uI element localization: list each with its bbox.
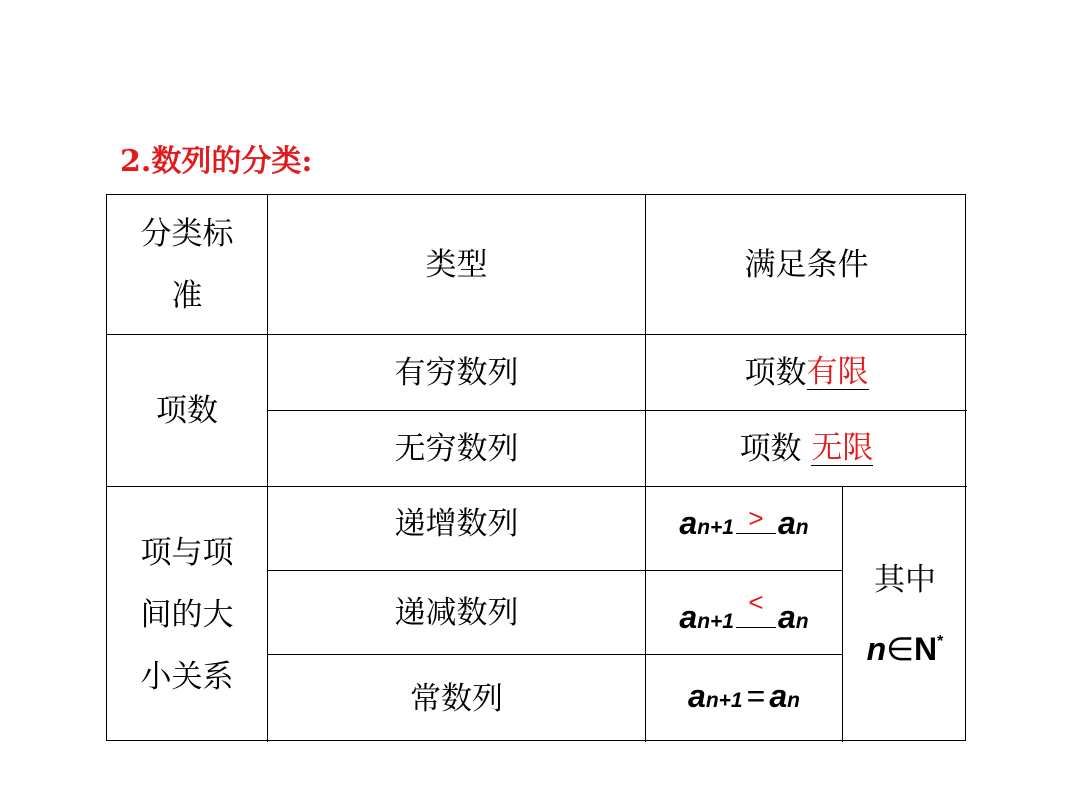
formula-rhs-subscript: n [795,516,809,539]
type-decreasing: 递减数列 [268,571,646,655]
condition-finite-prefix: 项数 [744,354,807,391]
natural-numbers-symbol: N [914,631,938,667]
formula-decreasing [679,587,809,642]
header-criterion-line-1: 分类标 [140,215,234,252]
type-finite: 有穷数列 [268,335,646,411]
header-type: 类型 [268,195,646,335]
section-heading: 2.数列的分类: [120,144,313,179]
answer-blank-decreasing [736,587,776,628]
formula-lhs-subscript: n+1 [697,610,734,633]
classification-table [106,194,966,741]
note-set-membership [867,611,944,680]
note-variable: n [866,631,887,667]
formula-lhs-subscript: n+1 [697,516,734,539]
formula-lhs: a [679,505,698,541]
condition-infinite-prefix: 项数 [739,430,812,467]
formula-rhs: a [769,678,788,714]
condition-increasing [646,487,843,571]
formula-increasing [679,503,808,548]
relation-label-line-2: 间的大 [140,596,234,633]
formula-constant [688,676,800,721]
formula-rhs-subscript: n [787,689,800,712]
equals-sign: = [746,678,766,714]
note-text: 其中 [873,562,936,598]
type-constant: 常数列 [268,655,646,742]
answer-less: < [748,587,764,617]
formula-rhs: a [777,599,796,635]
element-of-symbol: ∈ [886,631,915,667]
condition-infinite [646,411,967,487]
answer-finite: 有限 [806,354,869,390]
type-infinite: 无穷数列 [268,411,646,487]
type-increasing: 递增数列 [268,487,646,571]
answer-blank-increasing [736,503,776,534]
header-criterion [107,195,268,335]
condition-decreasing [646,571,843,655]
note-natural-numbers [843,487,967,742]
formula-rhs: a [777,505,796,541]
group-label-relation [107,487,268,742]
formula-lhs: a [688,678,706,714]
condition-constant [646,655,843,742]
answer-greater: > [748,503,764,533]
header-condition: 满足条件 [646,195,967,335]
positive-star: * [937,633,944,650]
relation-label-line-1: 项与项 [140,534,234,571]
formula-rhs-subscript: n [795,610,809,633]
condition-finite [646,335,967,411]
group-label-count: 项数 [107,335,268,487]
answer-infinite: 无限 [811,430,874,466]
formula-lhs: a [679,599,698,635]
formula-lhs-subscript: n+1 [705,689,743,712]
header-criterion-line-2: 准 [171,277,203,314]
relation-label-line-3: 小关系 [140,658,234,695]
